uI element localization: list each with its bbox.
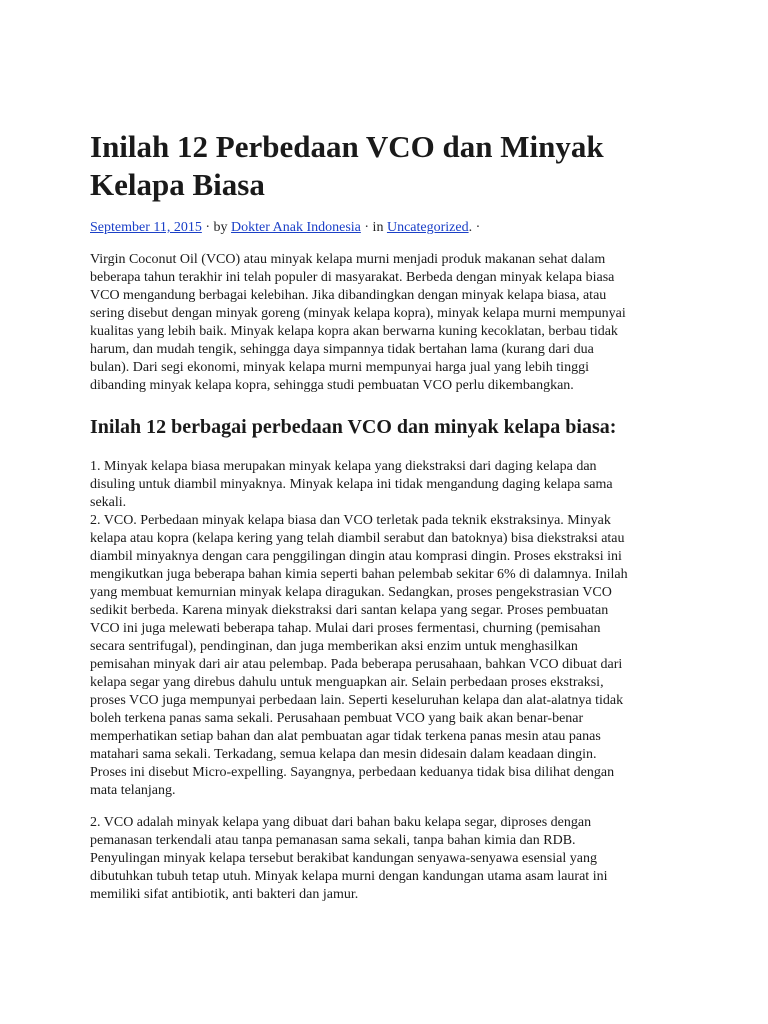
article-meta [90, 218, 480, 238]
text-line: kelapa segar yang direbus dahulu untuk menguapkan air. Selain perbedaan proses ekstraksi, [90, 675, 604, 690]
text-line: memiliki sifat antibiotik, anti bakteri dan jamur. [90, 887, 359, 902]
text-line: Proses ini disebut Micro-expelling. Sayangnya, perbedaan keduanya tidak bisa dilihat dengan [90, 765, 615, 780]
text-line: 1. Minyak kelapa biasa merupakan minyak kelapa yang diekstraksi dari daging kelapa dan [90, 459, 597, 474]
text-line: VCO ini juga melewati beberapa tahap. Mulai dari proses fermentasi, churning (pemisahan [90, 621, 601, 636]
text-line: bulan). Dari segi ekonomi, minyak kelapa murni mempunyai harga jual yang lebih tinggi [90, 360, 589, 375]
text-line: pemanasan terkendali atau tanpa pemanasan sama sekali, tanpa bahan kimia dan RDB. [90, 833, 576, 848]
article-title: Inilah 12 Perbedaan VCO dan Minyak Kelapa Biasa [90, 129, 604, 202]
text-line: pemisahan minyak dari air atau pelembap. Pada beberapa perusahaan, bahkan VCO dibuat dari [90, 657, 623, 672]
text-line: 2. VCO adalah minyak kelapa yang dibuat dari bahan baku kelapa segar, diproses dengan [90, 815, 592, 830]
text-line: sekali. [90, 495, 127, 510]
text-line: Penyulingan minyak kelapa tersebut berakibat kandungan senyawa-senyawa esensial yang [90, 851, 597, 866]
author-link[interactable]: Dokter Anak Indonesia [231, 220, 361, 235]
text-line: diambil minyaknya dengan cara penggilingan dingin atau komprasi dingin. Proses ekstraksi ini [90, 549, 622, 564]
text-line: disuling untuk diambil minyaknya. Minyak kelapa ini tidak mengandung daging kelapa sama [90, 477, 613, 492]
text-line: proses VCO juga mempunyai perbedaan lain. Seperti keseluruhan kelapa dan alat-alatnya tidak [90, 693, 624, 708]
text-line: sering disebut dengan minyak goreng (minyak kelapa kopra), minyak kelapa murni mempunyai [90, 306, 626, 321]
text-line: boleh terkena panas sama sekali. Perusahaan pembuat VCO yang baik akan benar-benar [90, 711, 584, 726]
text-line: memperhatikan setiap bahan dan alat pembuatan agar tidak terkena panas mesin atau panas [90, 729, 601, 744]
meta-separator-in: · in [360, 220, 387, 235]
text-line: beberapa tahun terakhir ini telah populer di masyarakat. Berbeda dengan minyak kelapa biasa [90, 270, 615, 285]
text-line: kualitas yang lebih baik. Minyak kelapa kopra akan berwarna kuning kecoklatan, berbau tidak [90, 324, 618, 339]
text-line: Virgin Coconut Oil (VCO) atau minyak kelapa murni menjadi produk makanan sehat dalam [90, 252, 606, 267]
text-line: dibutuhkan tubuh tetap utuh. Minyak kelapa murni dengan kandungan utama asam laurat ini [90, 869, 608, 884]
text-line: matahari sama sekali. Terkadang, semua kelapa dan mesin didesain dalam keadaan dingin. [90, 747, 597, 762]
text-line: dibanding minyak kelapa kopra, sehingga studi pembuatan VCO perlu dikembangkan. [90, 378, 574, 393]
meta-separator-by: · by [201, 220, 232, 235]
meta-trail: . · [468, 220, 481, 235]
text-line: sedikit berbeda. Karena minyak diekstraksi dari santan kelapa yang segar. Proses pembuatan [90, 603, 609, 618]
closing-paragraph [90, 814, 690, 904]
category-link[interactable]: Uncategorized [386, 220, 469, 235]
text-line: secara sentrifugal), pendinginan, dan juga memberikan aksi enzim untuk menghasilkan [90, 639, 578, 654]
text-line: mata telanjang. [90, 783, 176, 798]
text-line: kelapa atau kopra (kelapa kering yang telah diambil serabut dan batoknya) bisa diekstraksi atau [90, 531, 625, 546]
section-heading: Inilah 12 berbagai perbedaan VCO dan minyak kelapa biasa: [90, 416, 617, 438]
post-date-link[interactable]: September 11, 2015 [90, 220, 202, 235]
differences-list-paragraph [90, 458, 690, 800]
text-line: 2. VCO. Perbedaan minyak kelapa biasa dan VCO terletak pada teknik ekstraksinya. Minyak [90, 513, 611, 528]
text-line: yang membuat kemurnian minyak kelapa diragukan. Sedangkan, proses pengekstrasian VCO [90, 585, 612, 600]
text-line: mengikutkan juga beberapa bahan kimia seperti bahan pelembab sekitar 6% di dalamnya. Inilah [90, 567, 628, 582]
text-line: harum, dan mudah tengik, sehingga daya simpannya tidak bertahan lama (kurang dari dua [90, 342, 594, 357]
intro-paragraph [90, 251, 690, 395]
text-line: VCO mengandung berbagai kelebihan. Jika dibandingkan dengan minyak kelapa biasa, atau [90, 288, 607, 303]
